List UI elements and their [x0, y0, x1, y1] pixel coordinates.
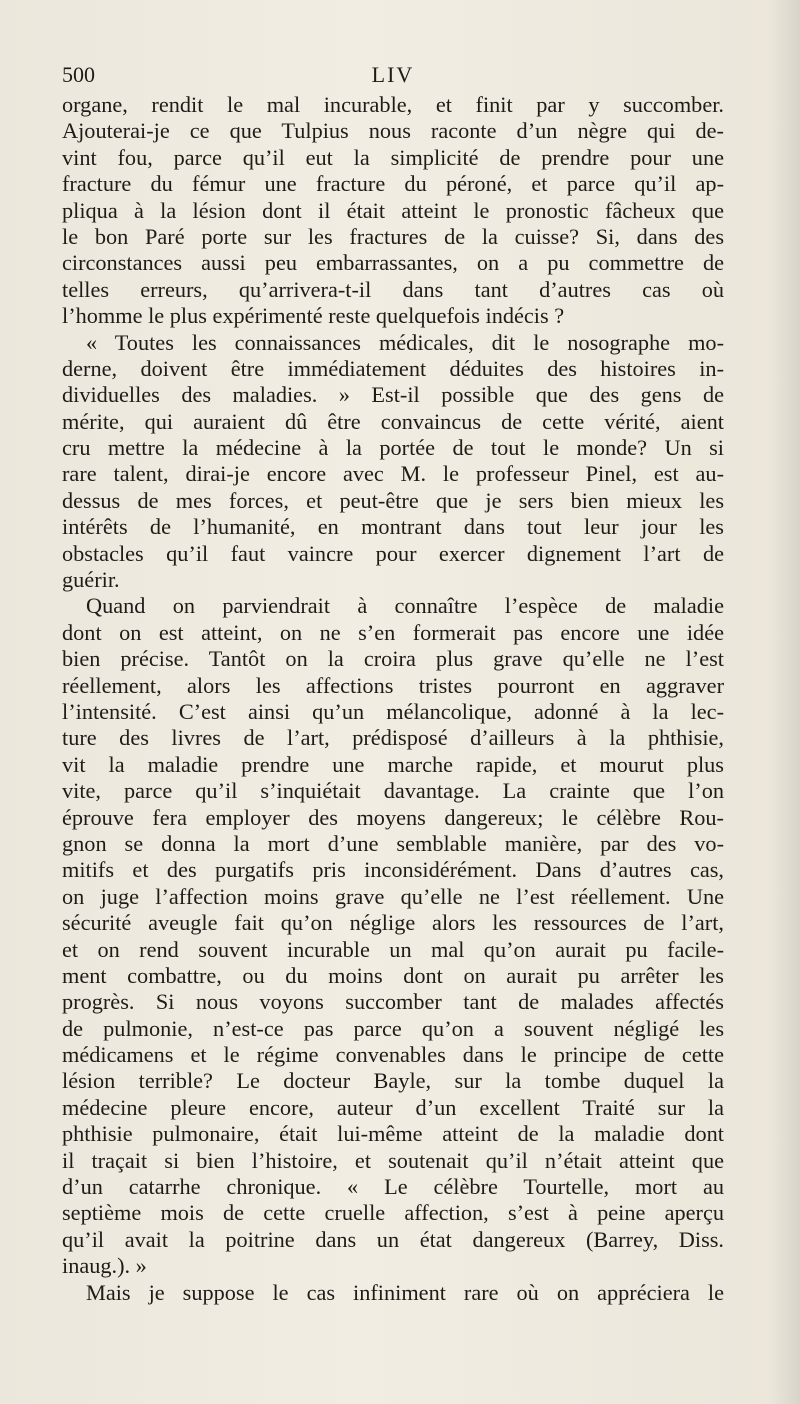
text-line: progrès. Si nous voyons succomber tant de malades affectés	[62, 989, 724, 1015]
text-line: « Toutes les connaissances médicales, dit le nosographe mo-	[86, 329, 724, 355]
body-text	[62, 92, 724, 1306]
text-line: dividuelles des maladies. » Est-il possible que des gens de	[62, 382, 724, 408]
text-line: et on rend souvent incurable un mal qu’on aurait pu facile-	[62, 936, 724, 962]
text-line: le bon Paré porte sur les fractures de la cuisse? Si, dans des	[62, 223, 724, 249]
text-line: qu’il avait la poitrine dans un état dangereux (Barrey, Diss.	[62, 1226, 724, 1252]
text-line: vint fou, parce qu’il eut la simplicité de prendre pour une	[62, 144, 724, 170]
text-line: médecine pleure encore, auteur d’un excellent Traité sur la	[62, 1094, 724, 1120]
text-line: gnon se donna la mort d’une semblable manière, par des vo-	[62, 830, 724, 856]
text-line: l’homme le plus expérimenté reste quelquefois indécis ?	[62, 303, 565, 329]
text-line: rare talent, dirai-je encore avec M. le professeur Pinel, est au-	[62, 461, 724, 487]
text-line: sécurité aveugle fait qu’on néglige alors les ressources de l’art,	[62, 910, 724, 936]
page-edge-shadow	[770, 0, 800, 1404]
running-head: LIV	[371, 62, 415, 87]
text-line: derne, doivent être immédiatement déduites des histoires in-	[62, 355, 724, 381]
text-line: organe, rendit le mal incurable, et finit par y succomber.	[62, 92, 724, 117]
text-line: on juge l’affection moins grave qu’elle ne l’est réellement. Une	[62, 883, 724, 909]
text-line: mérite, qui auraient dû être convaincus de cette vérité, aient	[62, 408, 724, 434]
text-line: phthisie pulmonaire, était lui-même atteint de la maladie dont	[62, 1121, 724, 1147]
text-line: mitifs et des purgatifs pris inconsidérément. Dans d’autres cas,	[62, 857, 724, 883]
text-line: de pulmonie, n’est-ce pas parce qu’on a souvent négligé les	[62, 1015, 724, 1041]
text-line: pliqua à la lésion dont il était atteint le pronostic fâcheux que	[62, 197, 724, 223]
text-line: Ajouterai-je ce que Tulpius nous raconte d’un nègre qui de-	[62, 118, 724, 144]
text-line: dessus de mes forces, et peut-être que je sers bien mieux les	[62, 487, 724, 513]
text-line: septième mois de cette cruelle affection, s’est à peine aperçu	[62, 1200, 724, 1226]
text-line: fracture du fémur une fracture du péroné, et parce qu’il ap-	[62, 171, 724, 197]
text-line: médicamens et le régime convenables dans le principe de cette	[62, 1042, 724, 1068]
text-line: il traçait si bien l’histoire, et soutenait qu’il n’était atteint que	[62, 1147, 724, 1173]
text-line: guérir.	[62, 567, 120, 593]
text-line: ture des livres de l’art, prédisposé d’ailleurs à la phthisie,	[62, 725, 724, 751]
text-line: intérêts de l’humanité, en montrant dans tout leur jour les	[62, 514, 724, 540]
text-line: lésion terrible? Le docteur Bayle, sur la tombe duquel la	[62, 1068, 724, 1094]
text-line: ment combattre, ou du moins dont on aurait pu arrêter les	[62, 962, 724, 988]
text-line: telles erreurs, qu’arrivera-t-il dans tant d’autres cas où	[62, 276, 724, 302]
text-line: d’un catarrhe chronique. « Le célèbre Tourtelle, mort au	[62, 1174, 724, 1200]
page-header	[62, 62, 724, 92]
text-line: bien précise. Tantôt on la croira plus grave qu’elle ne l’est	[62, 646, 724, 672]
text-line: obstacles qu’il faut vaincre pour exercer dignement l’art de	[62, 540, 724, 566]
text-line: inaug.). »	[62, 1253, 147, 1279]
text-line: l’intensité. C’est ainsi qu’un mélancolique, adonné à la lec-	[62, 698, 724, 724]
text-line: vite, parce qu’il s’inquiétait davantage. La crainte que l’on	[62, 778, 724, 804]
text-line: circonstances aussi peu embarrassantes, on a pu commettre de	[62, 250, 724, 276]
text-line: réellement, alors les affections tristes pourront en aggraver	[62, 672, 724, 698]
text-line: cru mettre la médecine à la portée de tout le monde? Un si	[62, 435, 724, 461]
page-number: 500	[62, 62, 95, 87]
text-line: Quand on parviendrait à connaître l’espèce de maladie	[86, 593, 724, 619]
text-line: dont on est atteint, on ne s’en formerait pas encore une idée	[62, 619, 724, 645]
text-line: éprouve fera employer des moyens dangereux; le célèbre Rou-	[62, 804, 724, 830]
text-line: vit la maladie prendre une marche rapide, et mourut plus	[62, 751, 724, 777]
text-line: Mais je suppose le cas infiniment rare où on appréciera le	[86, 1279, 724, 1305]
